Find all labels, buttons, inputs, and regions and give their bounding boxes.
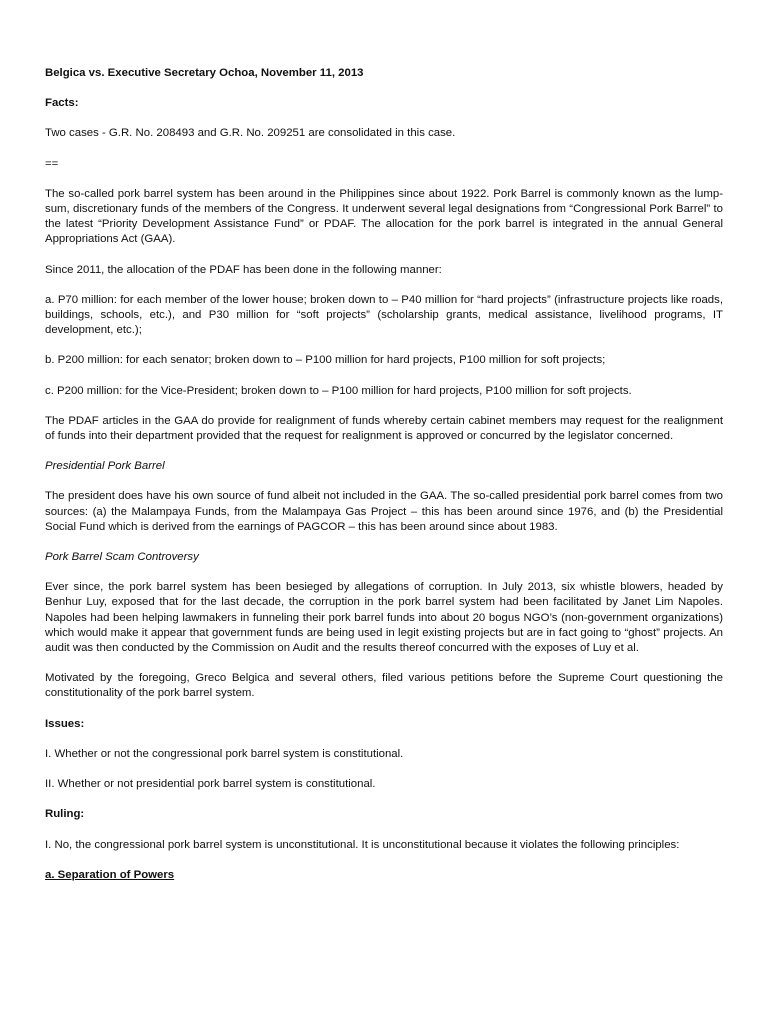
presidential-paragraph: The president does have his own source of fund albeit not included in the GAA. The so-called presidential pork barrel comes from two sources: (a) the Malampaya Funds, from the Malampaya Gas Project – this has been around since 1976, and (b) the Presidential Social Fund which is derived from the earnings of PAGCOR – this has been around since about 1983. [45, 490, 723, 533]
allocation-item-a: a. P70 million: for each member of the lower house; broken down to – P40 million for “hard projects” (infrastructure projects like roads, buildings, schools, etc.), and P30 million for “soft projects” (scholarship grants, medical assistance, livelihood programs, IT development, etc.); [45, 293, 723, 337]
document-page [45, 66, 723, 898]
issue-2: II. Whether or not presidential pork barrel system is constitutional. [45, 778, 376, 791]
scam-heading: Pork Barrel Scam Controversy [45, 551, 199, 564]
facts-heading: Facts: [45, 97, 79, 110]
section-separator: == [45, 157, 59, 170]
consolidation-paragraph: Two cases - G.R. No. 208493 and G.R. No. 209251 are consolidated in this case. [45, 127, 456, 140]
realignment-paragraph: The PDAF articles in the GAA do provide for realignment of funds whereby certain cabinet members may request for the realignment of funds into their department provided that the request for realignment is approved or concurred by the legislator concerned. [45, 414, 723, 443]
principle-a-heading: a. Separation of Powers [45, 868, 175, 881]
petitions-paragraph: Motivated by the foregoing, Greco Belgica and several others, filed various petitions before the Supreme Court questioning the constitutionality of the pork barrel system. [45, 672, 723, 700]
presidential-heading: Presidential Pork Barrel [45, 460, 165, 473]
issues-heading: Issues: [45, 717, 85, 730]
allocation-item-c: c. P200 million: for the Vice-President; broken down to – P100 million for hard projects, P100 million for soft projects. [45, 384, 632, 397]
ruling-1: I. No, the congressional pork barrel system is unconstitutional. It is unconstitutional because it violates the following principles: [45, 838, 680, 851]
allocation-item-b: b. P200 million: for each senator; broken down to – P100 million for hard projects, P100 million for soft projects; [45, 354, 606, 367]
ruling-heading: Ruling: [45, 808, 85, 821]
issue-1: I. Whether or not the congressional pork barrel system is constitutional. [45, 747, 404, 760]
scam-paragraph: Ever since, the pork barrel system has been besieged by allegations of corruption. In July 2013, six whistle blowers, headed by Benhur Luy, exposed that for the last decade, the corruption in the pork barrel system had been facilitated by Janet Lim Napoles. Napoles had been helping lawmakers in funneling their pork barrel funds into about 20 bogus NGO’s (non-government organizations) which would make it appear that government funds are being used in legit existing projects but are in fact going to “ghost” projects. An audit was then conducted by the Commission on Audit and the results thereof concurred with the exposes of Luy et al. [45, 581, 723, 655]
allocation-intro: Since 2011, the allocation of the PDAF has been done in the following manner: [45, 263, 442, 276]
intro-paragraph: The so-called pork barrel system has been around in the Philippines since about 1922. Pork Barrel is commonly known as the lump-sum, discretionary funds of the members of the Congress. It underwent several legal designations from “Congressional Pork Barrel” to the latest “Priority Development Assistance Fund” or PDAF. The allocation for the pork barrel is integrated in the annual General Appropriations Act (GAA). [45, 187, 723, 246]
document-title: Belgica vs. Executive Secretary Ochoa, November 11, 2013 [45, 67, 364, 79]
